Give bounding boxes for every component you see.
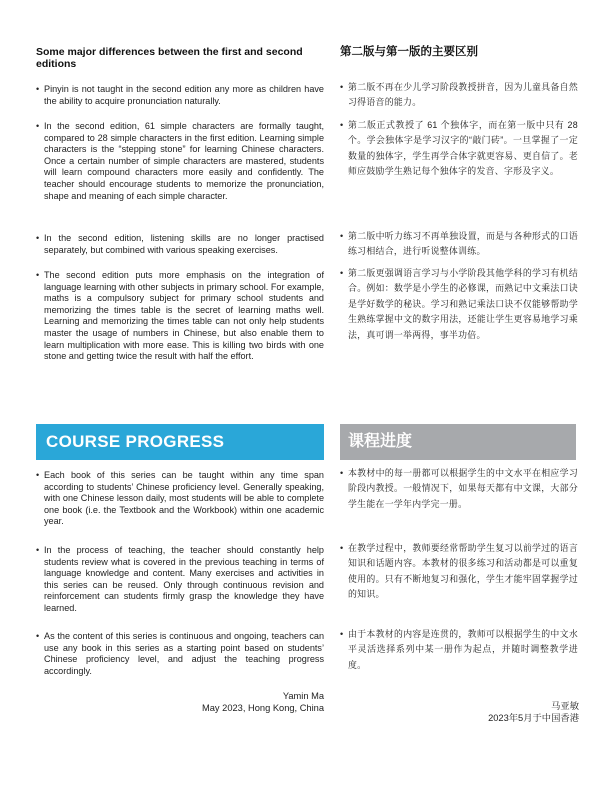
list-item [36,121,324,202]
bullet-text: The second edition puts more emphasis on the integration of language learning with other subjects in primary school. For example, maths is a compulsory subject for primary school students and memorizing the times table is the secret of learning maths well. Learning and memorizing the times table can not only help students master the usage of numbers in Chinese, but also enable them to learn multiplication with more ease. This is killing two birds with one stone and getting twice the result with half the effort. [44,270,324,362]
list-item-cn [340,541,578,603]
differences-title-cn [340,46,576,59]
bullet-text: Each book of this series can be taught within any time span according to students’ Chinese proficiency level. Generally speaking, with one Chinese lesson daily, most students will be able to complete one book (i.e. the Textbook and the Workbook) within one academic year. [44,470,324,527]
bullet-icon: • [36,233,40,243]
list-item [36,470,324,528]
list-item [36,631,324,677]
bullet-text: Pinyin is not taught in the second edition any more as children have the ability to acquire pronunciation naturally. [44,84,324,106]
bullet-icon: • [340,231,344,241]
list-item-cn [340,466,578,512]
bullet-icon: • [340,468,344,478]
section-heading-cn: 第二版与第一版的主要区别 [340,46,478,58]
bullet-icon: • [36,270,40,280]
bullet-text: In the process of teaching, the teacher should constantly help students review what is covered in the previous teaching in terms of language knowledge and content. Many exercises and activities in this series can be reused. Only through continuous revision and reinforcement can students firmly grasp the knowledge they have learned. [44,545,324,613]
author-name-cn: 马亚敏 [551,701,579,711]
bullet-text-cn: 本教材中的每一册都可以根据学生的中文水平在相应学习阶段内教授。一般情况下，如果每天都有中文课，大部分学生能在一学年内学完一册。 [348,468,578,509]
bullet-text: In the second edition, listening skills are no longer practised separately, but combined with various speaking exercises. [44,233,324,255]
signature-date-cn: 2023年5月于中国香港 [488,713,579,723]
bullet-icon: • [340,268,344,278]
bullet-text-cn: 在教学过程中，教师要经常帮助学生复习以前学过的语言知识和话题内容。本教材的很多练习和活动都是可以重复使用的。只有不断地复习和强化，学生才能牢固掌握学过的知识。 [348,543,578,600]
bullet-icon: • [340,82,344,92]
course-progress-banner: COURSE PROGRESS [36,424,324,460]
bullet-icon: • [340,629,344,639]
bullet-text-cn: 第二版更强调语言学习与小学阶段其他学科的学习有机结合。例如：数学是小学生的必修课，而熟记中文乘法口诀是学好数学的秘诀。学习和熟记乘法口诀不仅能够帮助学生熟练掌握中文的数字用法，还能让学生更容易地学习乘法，真可谓一举两得，事半功倍。 [348,268,578,340]
list-item-cn [340,80,578,111]
bullet-icon: • [36,631,40,641]
section-heading: Some major differences between the first and second editions [36,46,303,70]
list-item [36,233,324,256]
bullet-text: As the content of this series is continuous and ongoing, teachers can use any book in this series as a starting point based on students’ Chinese proficiency level, and adjust the teaching progress accordingly. [44,631,324,676]
list-item-cn [340,266,578,343]
list-item [36,84,324,107]
bullet-icon: • [36,545,40,555]
bullet-text-cn: 第二版不再在少儿学习阶段教授拼音，因为儿童具备自然习得语音的能力。 [348,82,578,108]
bullet-icon: • [36,121,40,131]
bullet-text-cn: 第二版正式教授了 61 个独体字，而在第一版中只有 28 个。学会独体字是学习汉字的“敲门砖”。一旦掌握了一定数量的独体字，学生再学合体字就更容易、更自信了。老师应鼓励学生熟记每个独体字的发音、字形及字义。 [348,120,578,177]
bullet-icon: • [340,120,344,130]
bullet-icon: • [340,543,344,553]
signature-cn [380,700,579,724]
bullet-icon: • [36,84,40,94]
author-name: Yamin Ma [282,691,324,701]
list-item-cn [340,627,578,673]
course-progress-banner-cn: 课程进度 [340,424,576,460]
signature-en [120,690,324,714]
list-item-cn [340,229,578,260]
list-item [36,545,324,615]
bullet-text-cn: 由于本教材的内容是连贯的，教师可以根据学生的中文水平灵活选择系列中某一册作为起点，并随时调整教学进度。 [348,629,578,670]
bullet-text-cn: 第二版中听力练习不再单独设置，而是与各种形式的口语练习相结合，进行听说整体训练。 [348,231,578,257]
signature-date: May 2023, Hong Kong, China [202,703,324,713]
list-item [36,270,324,363]
list-item-cn [340,118,578,180]
bullet-text: In the second edition, 61 simple characters are formally taught, compared to 28 simple characters in the first edition. Learning simple characters is the “stepping stone” for learning Chinese characters. Once a certain number of simple characters are mastered, students will learn compound characters more easily and confidently. The teacher should encourage students to memorize the pronunciation, shape and meaning of each simple character. [44,121,324,201]
differences-title-en [36,46,324,70]
bullet-icon: • [36,470,40,480]
